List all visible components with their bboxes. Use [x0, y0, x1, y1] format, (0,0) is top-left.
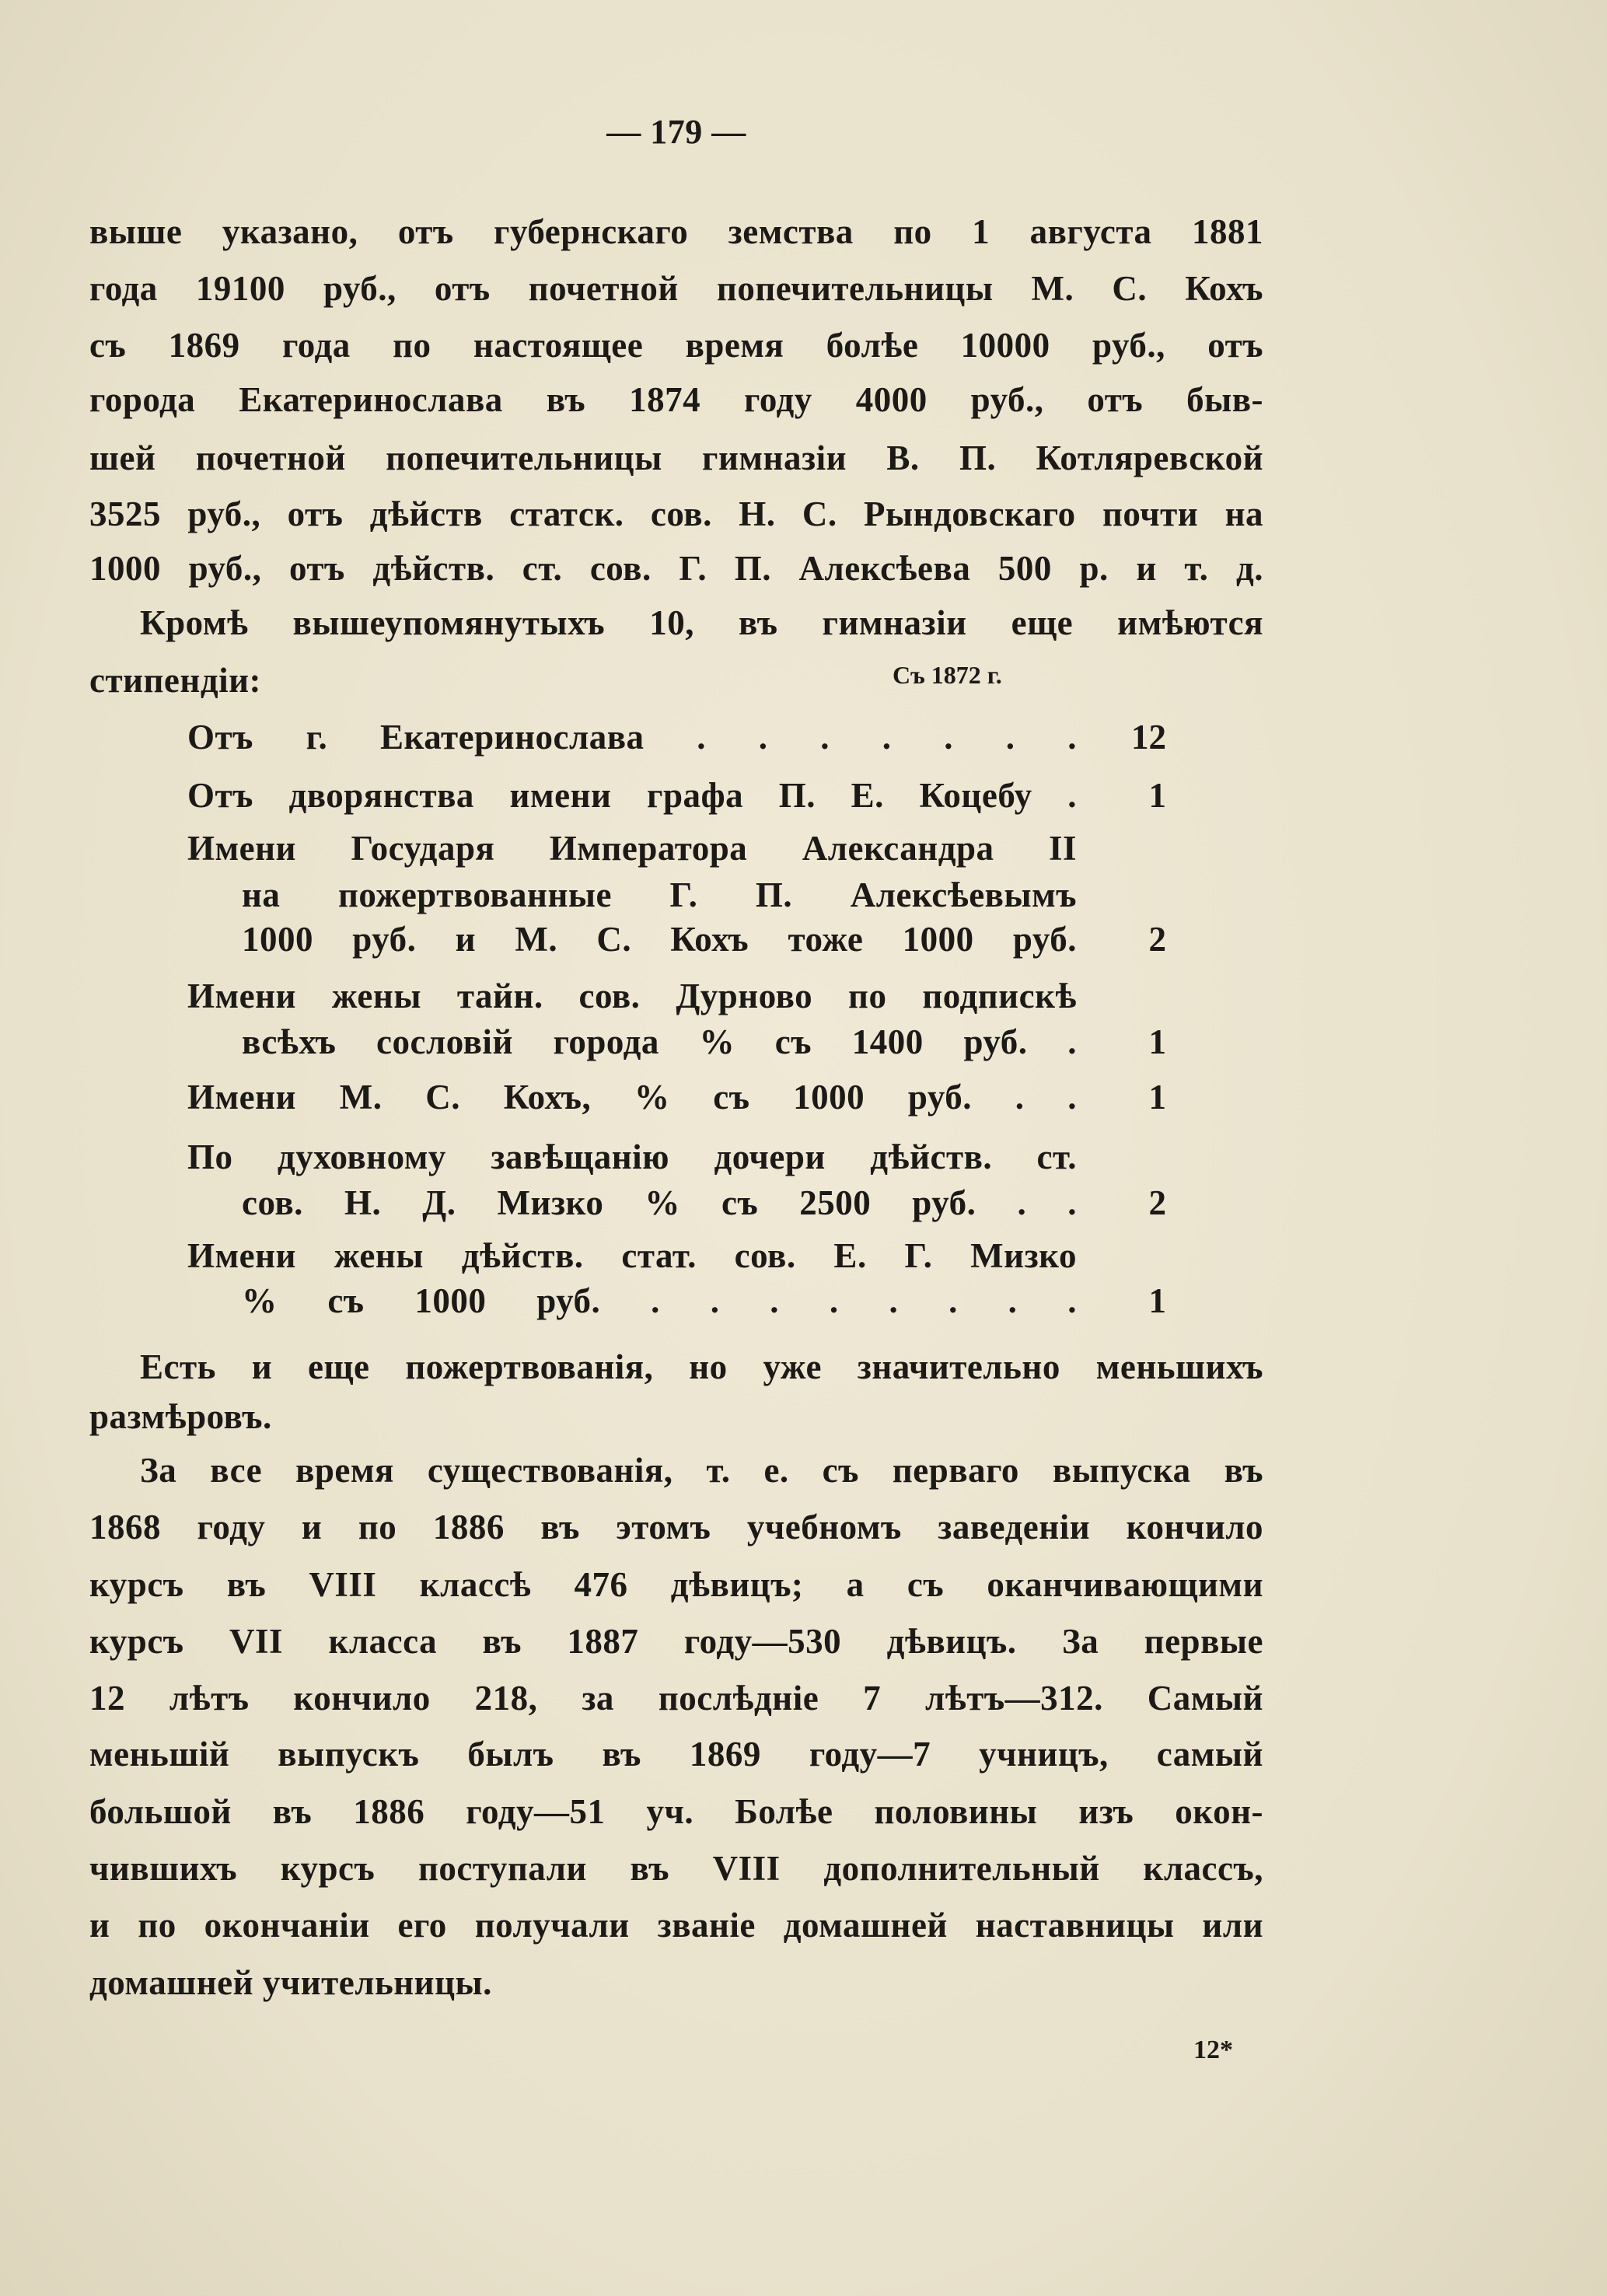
text-line: домашней учительницы. — [89, 1963, 492, 2002]
text-line: 12 лѣтъ кончило 218, за послѣдніе 7 лѣтъ—312. Самый — [89, 1679, 1263, 1718]
text-line: съ 1869 года по настоящее время болѣе 10000 руб., отъ — [89, 326, 1263, 365]
list-item-text: 1000 руб. и М. С. Кохъ тоже 1000 руб. — [242, 920, 1077, 959]
list-item-text: сов. Н. Д. Мизко % съ 2500 руб. . . — [242, 1183, 1077, 1222]
page-number-header: — 179 — — [606, 113, 746, 151]
column-header-since: Съ 1872 г. — [893, 661, 1002, 689]
text-line: курсъ VII класса въ 1887 году—530 дѣвицъ. За первые — [89, 1622, 1263, 1661]
text-line: чившихъ курсъ поступали въ VIII дополнительный классъ, — [89, 1849, 1263, 1888]
list-item-count: 1 — [1148, 776, 1166, 815]
list-item-count: 2 — [1148, 1183, 1166, 1222]
list-item-text: на пожертвованные Г. П. Алексѣевымъ — [242, 875, 1077, 914]
text-line: Кромѣ вышеупомянутыхъ 10, въ гимназіи еще имѣются — [140, 603, 1263, 642]
text-line: курсъ въ VIII классѣ 476 дѣвицъ; а съ оканчивающими — [89, 1565, 1263, 1604]
list-item-text: По духовному завѣщанію дочери дѣйств. ст. — [187, 1138, 1077, 1176]
text-line: 3525 руб., отъ дѣйств статск. сов. Н. С. Рындовскаго почти на — [89, 494, 1263, 533]
signature-mark: 12* — [1193, 2036, 1233, 2064]
text-line: 1000 руб., отъ дѣйств. ст. сов. Г. П. Алексѣева 500 р. и т. д. — [89, 549, 1263, 588]
text-line: Есть и еще пожертвованія, но уже значительно меньшихъ — [140, 1347, 1263, 1386]
list-item-count: 2 — [1148, 920, 1166, 959]
list-item-text: Отъ дворянства имени графа П. Е. Коцебу . — [187, 776, 1077, 815]
text-line: За все время существованія, т. е. съ перваго выпуска въ — [140, 1451, 1263, 1490]
list-item-count: 1 — [1148, 1078, 1166, 1117]
list-item-text: Имени М. С. Кохъ, % съ 1000 руб. . . — [187, 1078, 1077, 1117]
text-line: стипендіи: — [89, 661, 262, 700]
text-line: выше указано, отъ губернскаго земства по 1 августа 1881 — [89, 212, 1263, 251]
list-item-text: % съ 1000 руб. . . . . . . . . — [242, 1281, 1077, 1320]
text-line: меньшій выпускъ былъ въ 1869 году—7 учницъ, самый — [89, 1735, 1263, 1774]
text-line: и по окончаніи его получали званіе домашней наставницы или — [89, 1906, 1263, 1945]
text-line: большой въ 1886 году—51 уч. Болѣе половины изъ окон- — [89, 1792, 1263, 1831]
text-line: шей почетной попечительницы гимназіи В. П. Котляревской — [89, 439, 1263, 477]
text-line: 1868 году и по 1886 въ этомъ учебномъ заведеніи кончило — [89, 1508, 1263, 1546]
list-item-count: 1 — [1148, 1281, 1166, 1320]
list-item-text: всѣхъ сословій города % съ 1400 руб. . — [242, 1022, 1077, 1061]
list-item-count: 1 — [1148, 1022, 1166, 1061]
text-line: размѣровъ. — [89, 1397, 272, 1436]
list-item-text: Имени жены дѣйств. стат. сов. Е. Г. Мизко — [187, 1236, 1077, 1275]
list-item-text: Отъ г. Екатеринослава . . . . . . . — [187, 718, 1077, 757]
text-line: города Екатеринослава въ 1874 году 4000 руб., отъ быв- — [89, 380, 1263, 419]
text-line: года 19100 руб., отъ почетной попечительницы М. С. Кохъ — [89, 269, 1263, 308]
list-item-text: Имени Государя Императора Александра II — [187, 829, 1077, 868]
list-item-count: 12 — [1131, 718, 1166, 757]
list-item-text: Имени жены тайн. сов. Дурново по подпискѣ — [187, 977, 1077, 1015]
